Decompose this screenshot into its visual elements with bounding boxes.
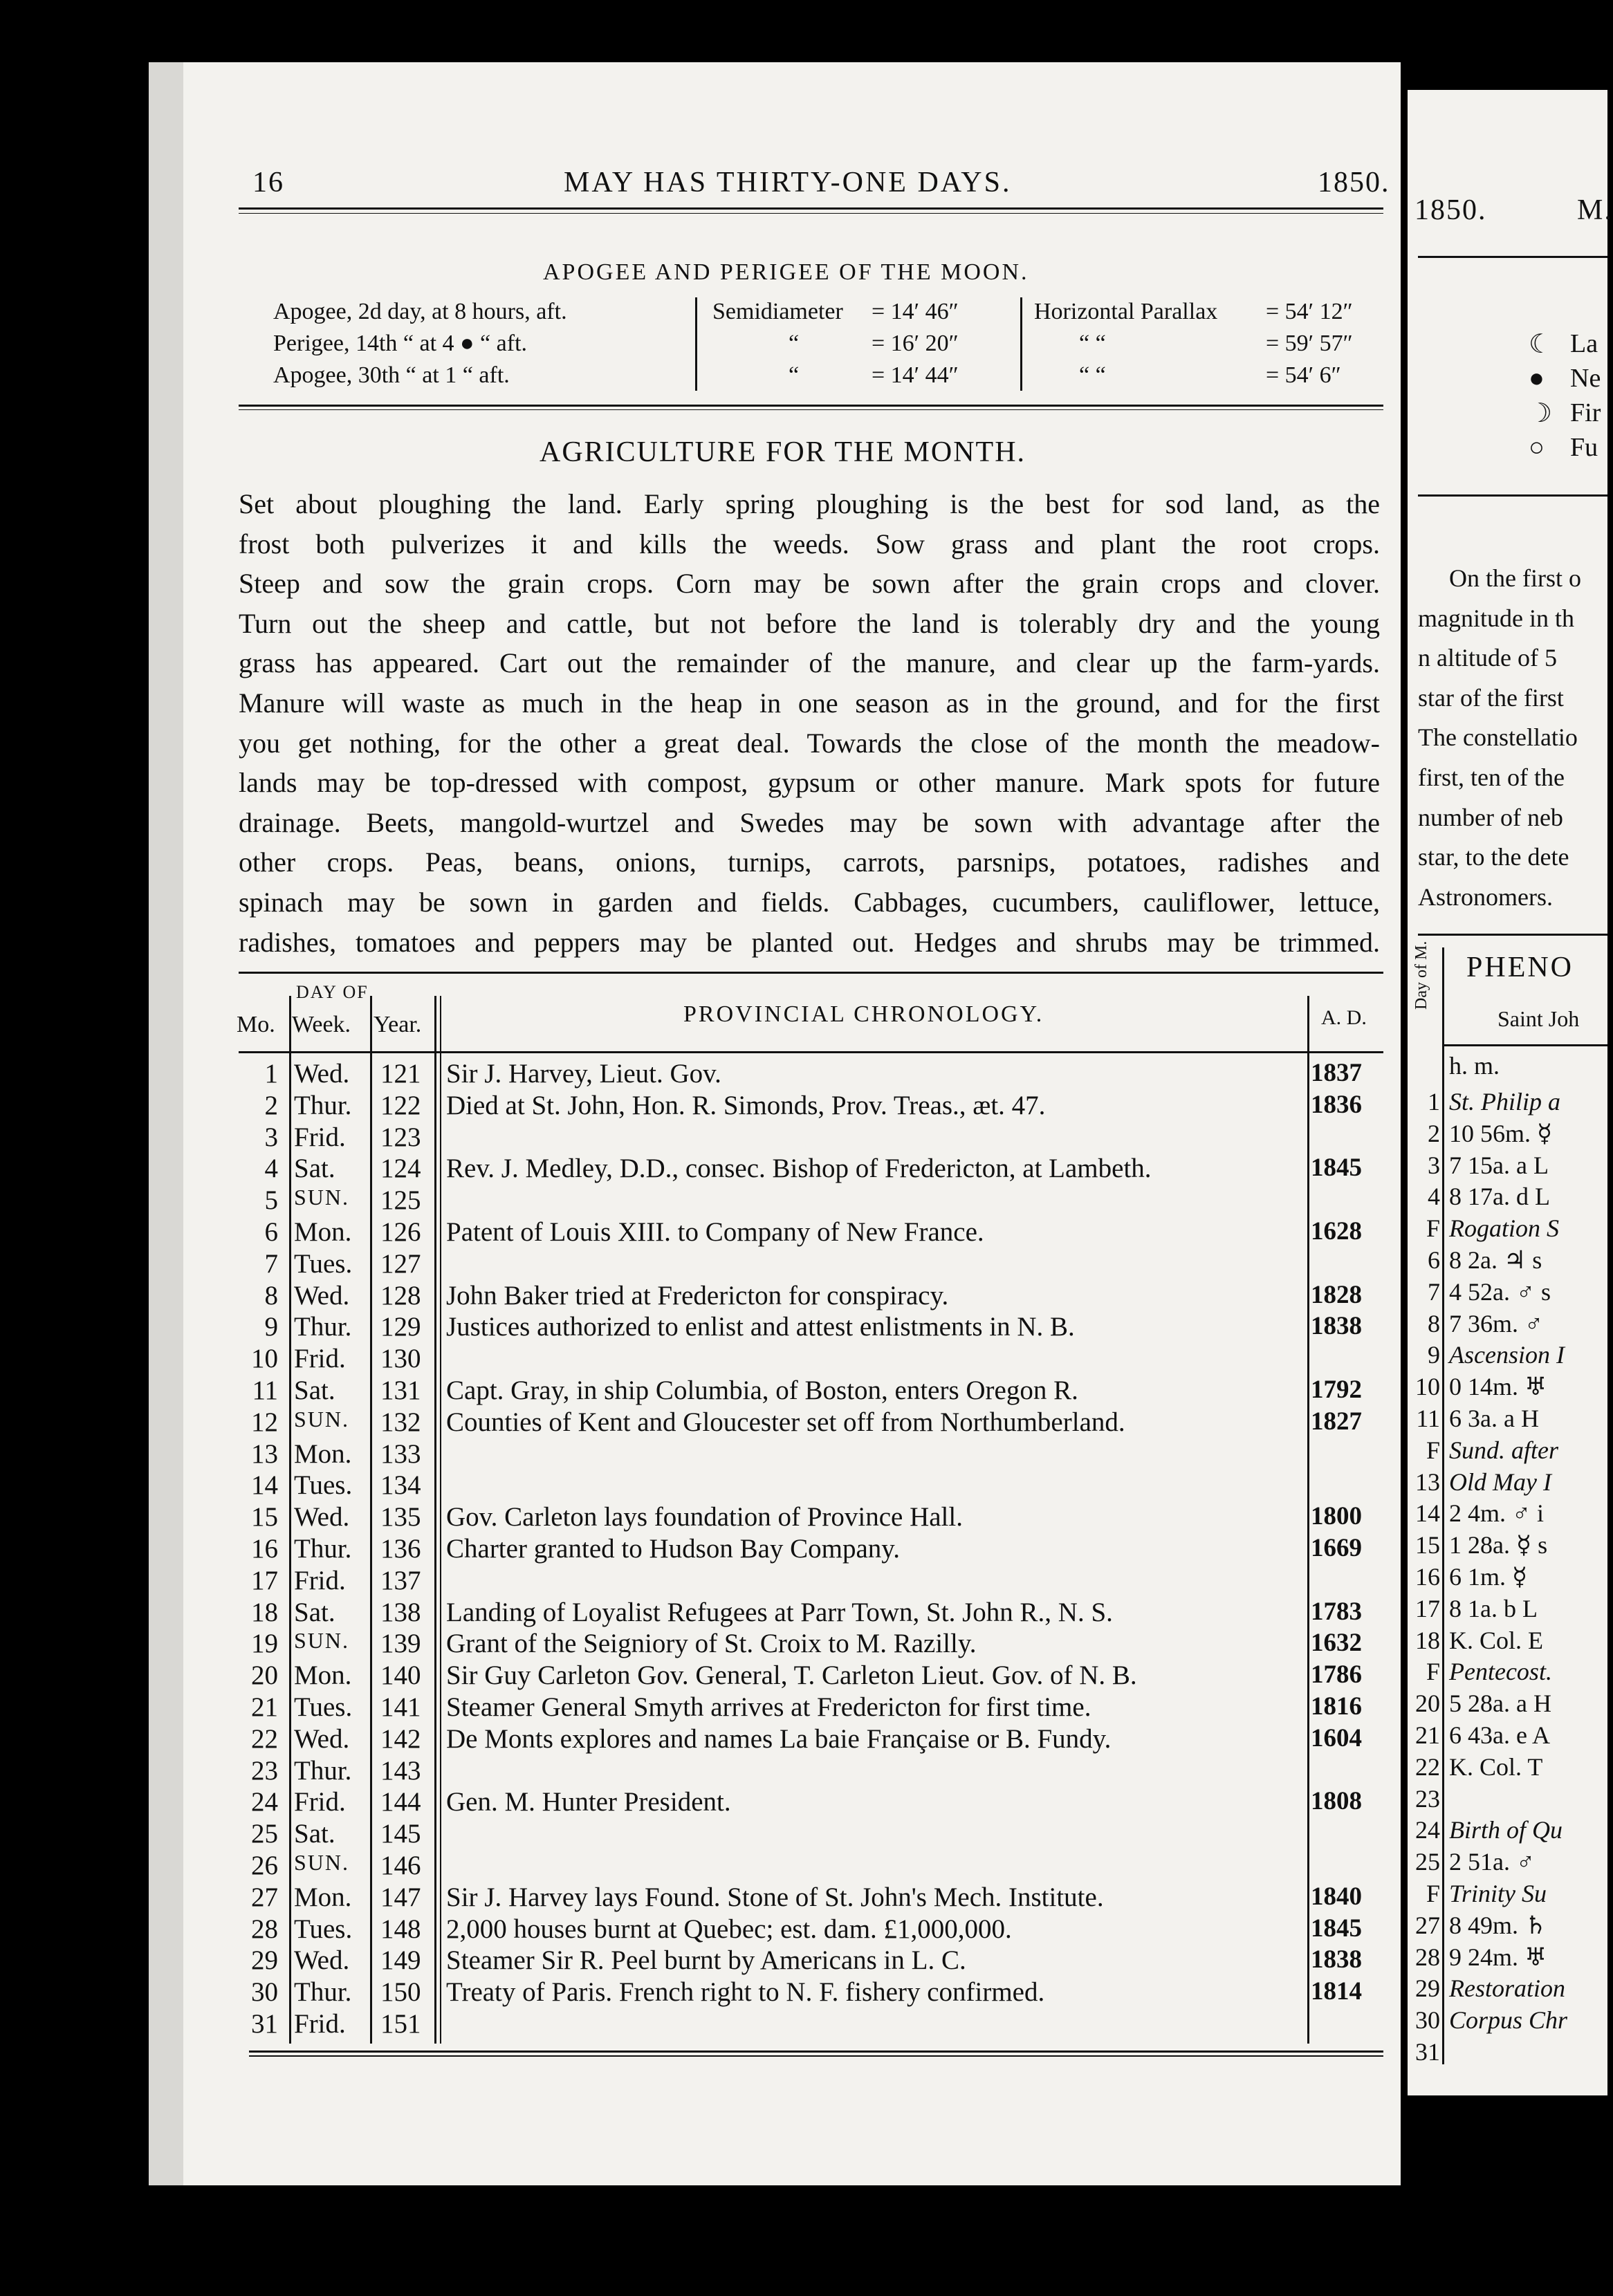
row-year-ad: 1669 — [1311, 1534, 1362, 1562]
row-day-of-month: 6 — [264, 1217, 278, 1247]
row-day-of-year: 132 — [380, 1407, 421, 1437]
page-year: 1850. — [1318, 167, 1390, 198]
row-event: John Baker tried at Fredericton for conspiracy. — [446, 1280, 949, 1311]
row-event: Justices authorized to enlist and attest enlistments in N. B. — [446, 1312, 1075, 1342]
right-rule-2 — [1418, 494, 1607, 497]
row-event: Sir J. Harvey, Lieut. Gov. — [446, 1059, 721, 1089]
semidiameter-label: “ — [789, 331, 800, 356]
agriculture-line: drainage. Beets, mangold-wurtzel and Swedes may be sown with advantage after the — [239, 806, 1380, 838]
phenomena-entry: 6 3a. a H — [1449, 1405, 1539, 1432]
agriculture-line: grass has appeared. Cart out the remainder of the manure, and clear up the farm-yards. — [239, 647, 1380, 679]
phenomena-entry: Restoration — [1449, 1974, 1565, 2003]
row-day-of-month: 5 — [264, 1185, 278, 1216]
semidiameter-value: = 16′ 20″ — [872, 331, 959, 356]
row-day-of-year: 150 — [380, 1977, 421, 2008]
row-year-ad: 1837 — [1311, 1059, 1362, 1087]
phenomena-entry: Birth of Qu — [1449, 1816, 1563, 1844]
row-day-of-month: 25 — [251, 1819, 278, 1849]
agriculture-line: Manure will waste as much in the heap in one season as in the ground, and for the first — [239, 687, 1380, 719]
row-day-of-week: Sat. — [294, 1376, 335, 1405]
row-day-of-year: 123 — [380, 1122, 421, 1152]
row-year-ad: 1604 — [1311, 1723, 1362, 1752]
row-year-ad: 1845 — [1311, 1914, 1362, 1943]
semidiameter-label: Semidiameter — [712, 299, 843, 324]
phenomena-day: 22 — [1415, 1752, 1440, 1781]
moon-phase-label: Fu — [1570, 433, 1598, 462]
phenomena-day: 27 — [1415, 1911, 1440, 1939]
row-day-of-week: SUN. — [294, 1406, 350, 1432]
row-day-of-month: 26 — [251, 1851, 278, 1880]
moon-event: Apogee, 2d day, at 8 hours, aft. — [273, 299, 567, 324]
right-page-line: n altitude of 5 — [1418, 644, 1557, 672]
row-event: Capt. Gray, in ship Columbia, of Boston, enters Oregon R. — [446, 1376, 1078, 1405]
agriculture-line: Set about ploughing the land. Early spring ploughing is the best for sod land, as the — [239, 488, 1380, 519]
parallax-value: = 59′ 57″ — [1266, 331, 1353, 356]
phenomena-entry: Corpus Chr — [1449, 2006, 1568, 2035]
agriculture-line: frost both pulverizes it and kills the weeds. Sow grass and plant the root crops. — [239, 528, 1380, 559]
col-mo-header: Mo. — [237, 1012, 275, 1037]
hm-label: h. m. — [1449, 1052, 1500, 1080]
row-day-of-week: SUN. — [294, 1850, 350, 1875]
row-day-of-month: 31 — [251, 2009, 278, 2039]
moon-phase-label: Ne — [1570, 364, 1601, 393]
phenomena-day: 28 — [1415, 1943, 1440, 1971]
day-of-m-label: Day of M. — [1412, 941, 1430, 1010]
row-day-of-month: 27 — [251, 1882, 278, 1912]
col-week-header: Week. — [292, 1012, 351, 1037]
row-day-of-month: 22 — [251, 1723, 278, 1754]
right-page-line: star of the first — [1418, 683, 1564, 712]
row-event: Gov. Carleton lays foundation of Province Hall. — [446, 1502, 963, 1533]
row-day-of-year: 126 — [380, 1217, 421, 1247]
phenomena-day: 18 — [1415, 1626, 1440, 1654]
row-year-ad: 1783 — [1311, 1597, 1362, 1626]
row-day-of-month: 19 — [251, 1629, 278, 1659]
chron-vrule-5 — [1307, 996, 1309, 2044]
row-day-of-week: Tues. — [294, 1692, 353, 1722]
phenomena-day: 8 — [1428, 1309, 1440, 1337]
moon-rule — [239, 405, 1383, 407]
phenomena-entry: Old May I — [1449, 1468, 1551, 1496]
parallax-value: = 54′ 12″ — [1266, 299, 1353, 324]
row-day-of-month: 24 — [251, 1787, 278, 1817]
row-day-of-week: Wed. — [294, 1945, 350, 1976]
page-gutter — [149, 62, 183, 2185]
right-vrule — [1442, 947, 1444, 2064]
phenomena-entry: 8 2a. ♃ s — [1449, 1246, 1542, 1274]
parallax-label: Horizontal Parallax — [1034, 299, 1218, 324]
right-page-line: star, to the dete — [1418, 843, 1569, 871]
phenomena-entry: 7 15a. a L — [1449, 1151, 1549, 1179]
phenomena-day: 7 — [1428, 1277, 1440, 1306]
row-event: Charter granted to Hudson Bay Company. — [446, 1534, 901, 1564]
agriculture-line: lands may be top-dressed with compost, gypsum or other manure. Mark spots for future — [239, 767, 1380, 799]
parallax-label: “ “ — [1079, 362, 1106, 388]
phenomena-entry: Trinity Su — [1449, 1880, 1547, 1907]
right-page-line: Astronomers. — [1418, 882, 1553, 911]
phenomena-day: 21 — [1415, 1721, 1440, 1749]
moon-phase-label: Fir — [1570, 398, 1601, 427]
row-day-of-month: 30 — [251, 1977, 278, 2008]
right-page-line: The constellatio — [1418, 723, 1578, 752]
phenomena-day: 24 — [1415, 1816, 1440, 1844]
row-day-of-week: Sat. — [294, 1154, 335, 1184]
row-day-of-week: SUN. — [294, 1185, 350, 1210]
row-day-of-month: 17 — [251, 1565, 278, 1595]
row-day-of-month: 10 — [251, 1344, 278, 1374]
phenomena-day: 29 — [1415, 1974, 1440, 2003]
phenomena-entry: K. Col. T — [1449, 1752, 1543, 1781]
row-day-of-month: 18 — [251, 1597, 278, 1627]
row-day-of-week: Thur. — [294, 1090, 352, 1120]
agriculture-heading: AGRICULTURE FOR THE MONTH. — [540, 436, 1026, 468]
row-day-of-week: Thur. — [294, 1534, 352, 1564]
row-day-of-year: 148 — [380, 1914, 421, 1944]
row-day-of-week: Frid. — [294, 1122, 346, 1152]
saint-john-label: Saint Joh — [1497, 1006, 1580, 1031]
phenomena-entry: 8 17a. d L — [1449, 1183, 1550, 1211]
phenomena-entry: 7 36m. ♂ — [1449, 1309, 1544, 1337]
semidiameter-label: “ — [789, 362, 800, 388]
phenomena-entry: Sund. after — [1449, 1436, 1558, 1464]
row-day-of-year: 149 — [380, 1945, 421, 1976]
row-day-of-month: 2 — [264, 1090, 278, 1120]
agriculture-line: spinach may be sown in garden and fields. Cabbages, cucumbers, cauliflower, lettuce, — [239, 887, 1380, 918]
chronology-header-rule — [239, 1051, 1383, 1053]
phenomena-day: 16 — [1415, 1563, 1440, 1591]
parallax-value: = 54′ 6″ — [1266, 362, 1341, 388]
row-event: De Monts explores and names La baie Française or B. Fundy. — [446, 1723, 1112, 1754]
phenomena-day: 9 — [1428, 1341, 1440, 1369]
chron-vrule-3 — [434, 996, 436, 2044]
col-ad-header: A. D. — [1321, 1006, 1367, 1029]
row-year-ad: 1814 — [1311, 1977, 1362, 2006]
agriculture-line: radishes, tomatoes and peppers may be planted out. Hedges and shrubs may be trimmed. — [239, 926, 1380, 958]
phenomena-day: 2 — [1428, 1119, 1440, 1147]
phenomena-day: 13 — [1415, 1468, 1440, 1496]
row-day-of-year: 151 — [380, 2009, 421, 2039]
row-day-of-week: Mon. — [294, 1438, 352, 1469]
right-rule-4 — [1442, 1044, 1607, 1046]
row-year-ad: 1792 — [1311, 1376, 1362, 1404]
right-header-rule — [1418, 256, 1607, 258]
row-year-ad: 1816 — [1311, 1692, 1362, 1721]
row-day-of-week: Frid. — [294, 2009, 346, 2039]
row-day-of-week: Frid. — [294, 1344, 346, 1374]
row-day-of-month: 29 — [251, 1945, 278, 1976]
row-day-of-year: 138 — [380, 1597, 421, 1627]
row-event: Grant of the Seigniory of St. Croix to M. Razilly. — [446, 1629, 977, 1659]
phenomena-entry: 1 28a. ☿ s — [1449, 1531, 1548, 1559]
row-year-ad: 1838 — [1311, 1945, 1362, 1974]
row-day-of-year: 141 — [380, 1692, 421, 1722]
header-rule — [239, 207, 1383, 210]
moon-phase-icon: ☽ — [1529, 399, 1553, 428]
row-day-of-month: 28 — [251, 1914, 278, 1944]
row-day-of-week: Wed. — [294, 1059, 350, 1089]
row-year-ad: 1827 — [1311, 1407, 1362, 1436]
row-event: 2,000 houses burnt at Quebec; est. dam. £1,000,000. — [446, 1914, 1012, 1944]
row-day-of-week: Sat. — [294, 1597, 335, 1627]
row-day-of-year: 139 — [380, 1629, 421, 1659]
row-day-of-year: 136 — [380, 1534, 421, 1564]
right-page-year: 1850. — [1414, 194, 1487, 226]
row-day-of-week: Tues. — [294, 1914, 353, 1944]
bottom-rule-thin — [249, 2055, 1383, 2057]
row-year-ad: 1845 — [1311, 1154, 1362, 1183]
agriculture-line: Steep and sow the grain crops. Corn may be sown after the grain crops and clover. — [239, 568, 1380, 600]
agriculture-line: Turn out the sheep and cattle, but not before the land is tolerably dry and the young — [239, 607, 1380, 639]
row-year-ad: 1838 — [1311, 1312, 1362, 1341]
row-day-of-year: 143 — [380, 1755, 421, 1786]
row-event: Died at St. John, Hon. R. Simonds, Prov. Treas., æt. 47. — [446, 1090, 1046, 1120]
right-page-title-fragment: M. — [1577, 194, 1613, 226]
row-day-of-week: Thur. — [294, 1312, 352, 1342]
phenomena-day: 30 — [1415, 2006, 1440, 2035]
phenomena-entry: St. Philip a — [1449, 1088, 1560, 1115]
moon-event: Perigee, 14th “ at 4 ● “ aft. — [273, 331, 528, 356]
row-year-ad: 1632 — [1311, 1629, 1362, 1658]
day-of-label: DAY OF — [296, 982, 369, 1002]
agriculture-line: other crops. Peas, beans, onions, turnips, carrots, parsnips, potatoes, radishes and — [239, 846, 1380, 878]
phenomena-entry: 6 1m. ☿ — [1449, 1563, 1528, 1591]
semidiameter-value: = 14′ 46″ — [872, 299, 959, 324]
row-day-of-week: Mon. — [294, 1882, 352, 1912]
phenomena-entry: 8 49m. ♄ — [1449, 1911, 1547, 1939]
row-day-of-year: 134 — [380, 1470, 421, 1501]
row-day-of-year: 137 — [380, 1565, 421, 1595]
header-rule-thin — [239, 213, 1383, 214]
phenomena-day: 17 — [1415, 1594, 1440, 1622]
row-day-of-year: 135 — [380, 1502, 421, 1533]
row-day-of-year: 121 — [380, 1059, 421, 1089]
row-event: Sir Guy Carleton Gov. General, T. Carleton Lieut. Gov. of N. B. — [446, 1660, 1137, 1691]
phenomena-entry: Pentecost. — [1449, 1658, 1552, 1686]
phenomena-day: 3 — [1428, 1151, 1440, 1179]
moon-event: Apogee, 30th “ at 1 “ aft. — [273, 362, 510, 388]
agriculture-line: you get nothing, for the other a great deal. Towards the close of the month the meadow- — [239, 727, 1380, 759]
row-day-of-year: 127 — [380, 1248, 421, 1279]
row-event: Rev. J. Medley, D.D., consec. Bishop of Fredericton, at Lambeth. — [446, 1154, 1152, 1184]
row-day-of-month: 1 — [264, 1059, 278, 1089]
row-day-of-week: Mon. — [294, 1660, 352, 1691]
phenomena-day: F — [1426, 1436, 1440, 1464]
parallax-label: “ “ — [1079, 331, 1106, 356]
row-day-of-week: Tues. — [294, 1470, 353, 1501]
row-day-of-month: 11 — [252, 1376, 278, 1405]
chron-vrule-4 — [440, 996, 441, 2044]
row-day-of-year: 125 — [380, 1185, 421, 1216]
row-day-of-year: 146 — [380, 1851, 421, 1880]
row-day-of-week: Wed. — [294, 1502, 350, 1533]
row-year-ad: 1840 — [1311, 1882, 1362, 1911]
row-day-of-week: Frid. — [294, 1565, 346, 1595]
row-day-of-week: Sat. — [294, 1819, 335, 1849]
phenomena-day: F — [1426, 1214, 1440, 1243]
row-day-of-month: 12 — [251, 1407, 278, 1437]
row-year-ad: 1808 — [1311, 1787, 1362, 1816]
row-event: Gen. M. Hunter President. — [446, 1787, 731, 1817]
phenomena-day: 23 — [1415, 1784, 1440, 1813]
row-day-of-week: Thur. — [294, 1977, 352, 2008]
phenomena-entry: 0 14m. ♅ — [1449, 1373, 1547, 1401]
row-event: Sir J. Harvey lays Found. Stone of St. John's Mech. Institute. — [446, 1882, 1104, 1912]
row-day-of-month: 13 — [251, 1438, 278, 1469]
row-day-of-year: 131 — [380, 1376, 421, 1405]
moon-phase-icon: ○ — [1529, 433, 1545, 462]
row-event: Steamer General Smyth arrives at Fredericton for first time. — [446, 1692, 1091, 1722]
row-event: Treaty of Paris. French right to N. F. fishery confirmed. — [446, 1977, 1045, 2008]
phenomena-entry: 5 28a. a H — [1449, 1689, 1551, 1718]
phenomena-entry: Ascension I — [1449, 1341, 1565, 1369]
phenomena-entry: 2 4m. ♂ i — [1449, 1499, 1545, 1528]
row-day-of-week: Frid. — [294, 1787, 346, 1817]
row-event: Landing of Loyalist Refugees at Parr Town, St. John R., N. S. — [446, 1597, 1113, 1627]
row-day-of-year: 140 — [380, 1660, 421, 1691]
row-day-of-year: 128 — [380, 1280, 421, 1311]
right-rule-3 — [1418, 934, 1607, 936]
row-year-ad: 1828 — [1311, 1280, 1362, 1309]
phenomena-day: 14 — [1415, 1499, 1440, 1528]
phenomena-entry: 2 51a. ♂ — [1449, 1848, 1535, 1876]
phenomena-entry: 9 24m. ♅ — [1449, 1943, 1547, 1971]
row-day-of-week: Thur. — [294, 1755, 352, 1786]
semidiameter-value: = 14′ 44″ — [872, 362, 959, 388]
phenomena-day: F — [1426, 1658, 1440, 1686]
row-day-of-month: 23 — [251, 1755, 278, 1786]
row-year-ad: 1836 — [1311, 1090, 1362, 1119]
page-number: 16 — [252, 167, 284, 198]
chronology-title: PROVINCIAL CHRONOLOGY. — [683, 1001, 1044, 1027]
phenomena-entry: Rogation S — [1449, 1214, 1559, 1243]
row-day-of-week: Mon. — [294, 1217, 352, 1247]
moon-phase-icon: ☾ — [1529, 330, 1553, 359]
row-day-of-week: Wed. — [294, 1280, 350, 1311]
phenomena-day: F — [1426, 1880, 1440, 1907]
row-day-of-month: 8 — [264, 1280, 278, 1311]
phenomena-day: 1 — [1428, 1088, 1440, 1115]
phenomena-entry: 6 43a. e A — [1449, 1721, 1550, 1749]
phenomena-day: 4 — [1428, 1183, 1440, 1211]
phenomena-day: 6 — [1428, 1246, 1440, 1274]
row-day-of-month: 9 — [264, 1312, 278, 1342]
row-day-of-month: 21 — [251, 1692, 278, 1722]
phenomena-day: 11 — [1416, 1405, 1440, 1432]
row-day-of-year: 145 — [380, 1819, 421, 1849]
phenomena-entry: K. Col. E — [1449, 1626, 1544, 1654]
row-day-of-year: 144 — [380, 1787, 421, 1817]
row-day-of-month: 14 — [251, 1470, 278, 1501]
row-event: Patent of Louis XIII. to Company of New France. — [446, 1217, 984, 1247]
row-day-of-month: 7 — [264, 1248, 278, 1279]
chron-vrule-1 — [289, 996, 291, 2044]
moon-phase-label: La — [1570, 329, 1598, 358]
phenomena-entry: 8 1a. b L — [1449, 1594, 1538, 1622]
row-day-of-year: 133 — [380, 1438, 421, 1469]
moon-rule-thin — [239, 409, 1383, 410]
phenomena-day: 31 — [1415, 2038, 1440, 2066]
row-day-of-year: 129 — [380, 1312, 421, 1342]
bottom-rule — [249, 2050, 1383, 2053]
moon-heading: APOGEE AND PERIGEE OF THE MOON. — [543, 259, 1029, 285]
chronology-top-rule — [239, 972, 1383, 974]
row-day-of-month: 16 — [251, 1534, 278, 1564]
phenomena-day: 10 — [1415, 1373, 1440, 1401]
row-day-of-year: 142 — [380, 1723, 421, 1754]
row-year-ad: 1628 — [1311, 1217, 1362, 1246]
phenomena-day: 20 — [1415, 1689, 1440, 1718]
phenomena-day: 15 — [1415, 1531, 1440, 1559]
row-day-of-week: SUN. — [294, 1628, 350, 1654]
row-day-of-week: Tues. — [294, 1248, 353, 1279]
moon-divider-1 — [695, 297, 697, 391]
moon-divider-2 — [1020, 297, 1022, 391]
row-day-of-year: 122 — [380, 1090, 421, 1120]
row-day-of-month: 4 — [264, 1154, 278, 1184]
right-page-line: number of neb — [1418, 803, 1563, 831]
phenomena-entry: 10 56m. ☿ — [1449, 1119, 1553, 1147]
right-page-line: first, ten of the — [1418, 763, 1565, 791]
row-year-ad: 1786 — [1311, 1660, 1362, 1689]
row-day-of-year: 124 — [380, 1154, 421, 1184]
row-event: Steamer Sir R. Peel burnt by Americans in L. C. — [446, 1945, 966, 1976]
phenomena-entry: 4 52a. ♂ s — [1449, 1277, 1551, 1306]
page-title: MAY HAS THIRTY-ONE DAYS. — [564, 167, 1012, 198]
row-year-ad: 1800 — [1311, 1502, 1362, 1531]
right-page-line: On the first o — [1449, 564, 1581, 592]
row-day-of-month: 3 — [264, 1122, 278, 1152]
right-page-line: magnitude in th — [1418, 604, 1574, 632]
phenomena-day: 25 — [1415, 1848, 1440, 1876]
row-day-of-month: 15 — [251, 1502, 278, 1533]
row-day-of-year: 147 — [380, 1882, 421, 1912]
row-day-of-month: 20 — [251, 1660, 278, 1691]
row-day-of-year: 130 — [380, 1344, 421, 1374]
moon-phase-icon: ● — [1529, 364, 1545, 393]
phenomena-heading: PHENO — [1466, 952, 1574, 983]
chron-vrule-2 — [370, 996, 372, 2044]
col-year-header: Year. — [374, 1012, 422, 1037]
row-event: Counties of Kent and Gloucester set off from Northumberland. — [446, 1407, 1125, 1437]
row-day-of-week: Wed. — [294, 1723, 350, 1754]
